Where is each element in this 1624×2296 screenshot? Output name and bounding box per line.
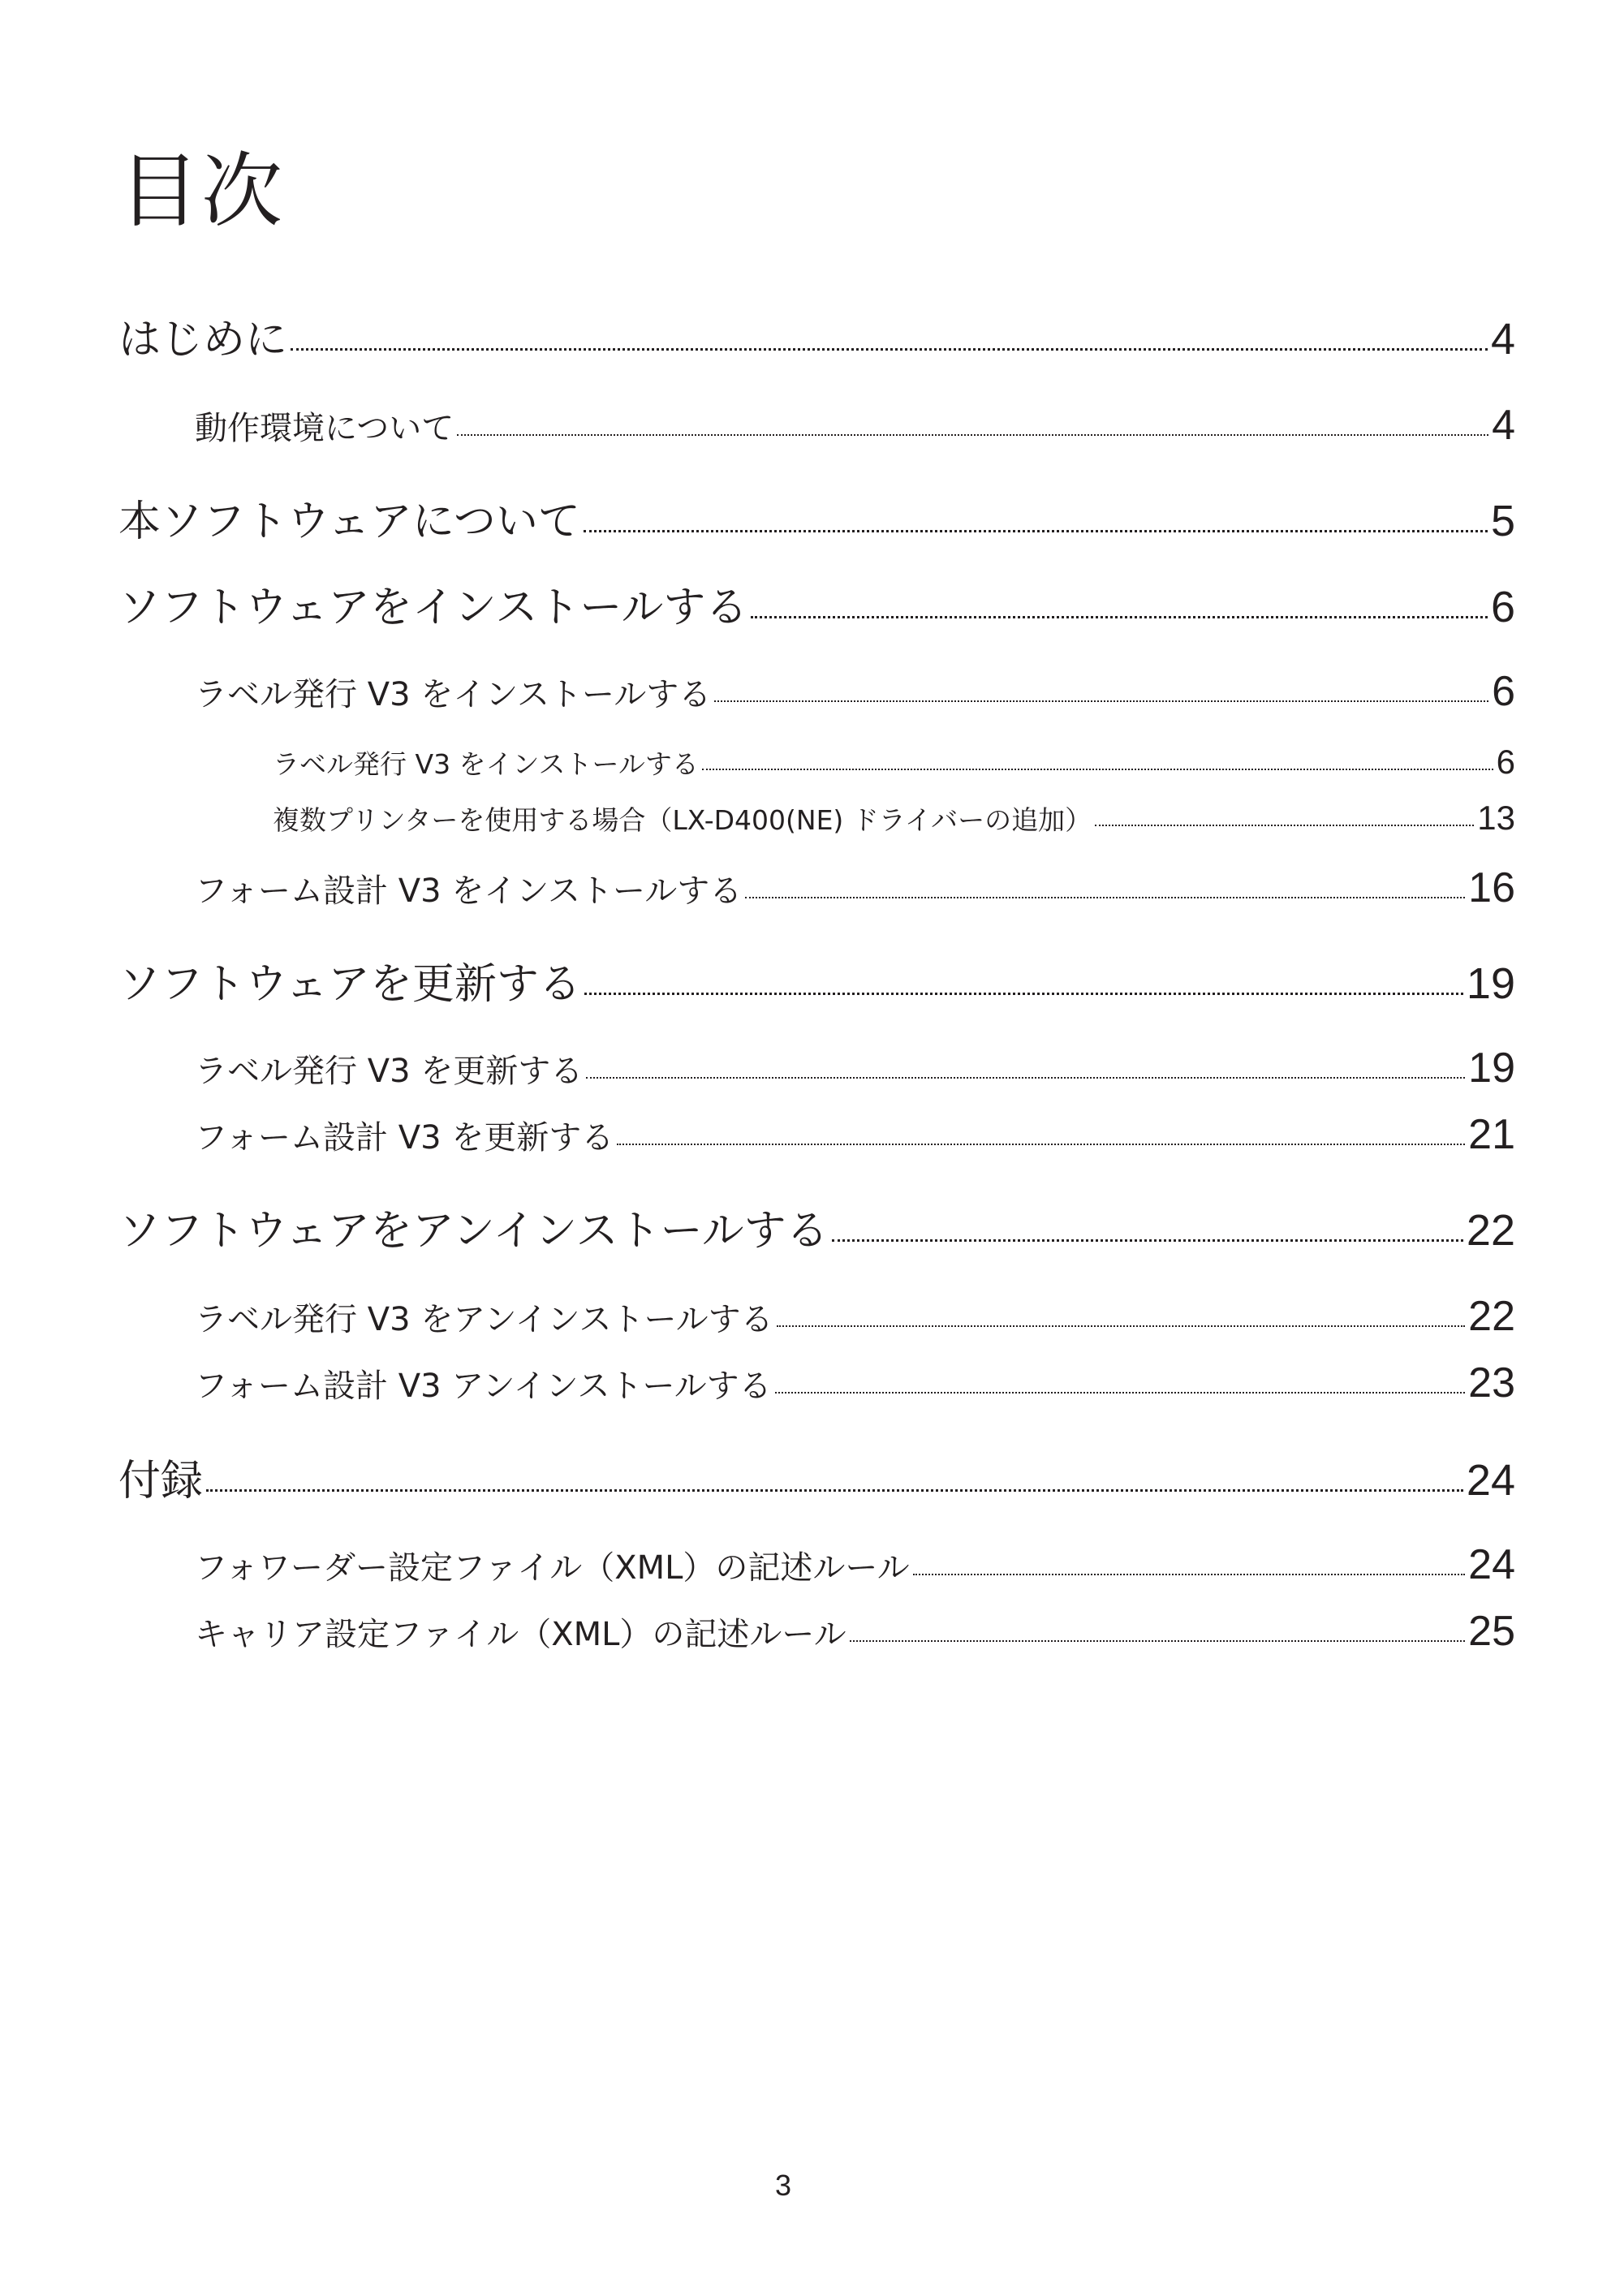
toc-entry-title: 付録 — [118, 1457, 204, 1506]
toc-entry[interactable] — [195, 1044, 1515, 1092]
toc-page-number: 16 — [1468, 864, 1515, 911]
toc-page-number: 23 — [1468, 1359, 1515, 1406]
toc-entry-title: ソフトウェアをアンインストールする — [118, 1207, 829, 1256]
toc-entry-title: フォーム設計 V3 アンインストールする — [195, 1368, 772, 1405]
toc-entry[interactable] — [118, 1446, 1515, 1507]
toc-page-number: 6 — [1496, 743, 1515, 781]
toc-entry[interactable] — [195, 1110, 1515, 1159]
toc-entry-title: ラベル発行 V3 を更新する — [195, 1053, 584, 1090]
dot-leader — [751, 616, 1488, 618]
footer-page-number: 3 — [774, 2169, 792, 2202]
toc-page-number: 22 — [1466, 1206, 1515, 1255]
dot-leader — [913, 1574, 1466, 1575]
toc-entry-title: 本ソフトウェアについて — [118, 498, 580, 546]
toc-page-number: 19 — [1466, 959, 1515, 1008]
toc-page-number: 22 — [1468, 1293, 1515, 1340]
dot-leader — [584, 993, 1463, 995]
dot-leader — [586, 1077, 1465, 1079]
toc-page-number: 5 — [1490, 497, 1515, 545]
toc-entry-title: フォーム設計 V3 を更新する — [195, 1119, 614, 1157]
toc-entry[interactable] — [273, 743, 1515, 782]
toc-entry-title: ラベル発行 V3 をインストールする — [273, 748, 699, 780]
toc-entry[interactable] — [195, 401, 1515, 450]
toc-page-number: 4 — [1492, 402, 1515, 449]
toc-entry-title: ラベル発行 V3 をアンインストールする — [195, 1301, 773, 1338]
toc-page-number: 21 — [1468, 1111, 1515, 1158]
toc-entry-title: キャリア設定ファイル（XML）の記述ルール — [195, 1616, 846, 1653]
toc-page-number: 19 — [1468, 1045, 1515, 1092]
dot-leader — [584, 530, 1488, 532]
page-title: 目次 — [118, 144, 284, 239]
dot-leader — [832, 1239, 1463, 1242]
dot-leader — [775, 1392, 1466, 1394]
toc-entry-title: 複数プリンターを使用する場合（LX-D400(NE) ドライバーの追加） — [273, 804, 1092, 836]
dot-leader — [457, 434, 1488, 436]
dot-leader — [702, 769, 1493, 770]
toc-entry-title: フォワーダー設定ファイル（XML）の記述ルール — [195, 1549, 910, 1587]
toc-entry[interactable] — [195, 1540, 1515, 1589]
toc-entry[interactable] — [195, 1359, 1515, 1407]
toc-page-number: 25 — [1468, 1608, 1515, 1655]
toc-page-number: 6 — [1490, 583, 1515, 631]
toc-entry[interactable] — [118, 1196, 1515, 1257]
toc-entry[interactable] — [195, 667, 1515, 716]
toc-entry[interactable] — [195, 864, 1515, 912]
dot-leader — [1095, 825, 1474, 826]
dot-leader — [714, 700, 1488, 702]
dot-leader — [291, 348, 1488, 351]
toc-entry[interactable] — [118, 950, 1515, 1010]
dot-leader — [617, 1144, 1465, 1145]
toc-entry-title: フォーム設計 V3 をインストールする — [195, 872, 743, 910]
toc-entry[interactable] — [195, 1607, 1515, 1656]
toc-entry[interactable] — [273, 799, 1515, 838]
toc-entry[interactable] — [195, 1292, 1515, 1341]
dot-leader — [206, 1489, 1463, 1492]
toc-page-number: 4 — [1490, 315, 1515, 364]
toc-entry[interactable] — [118, 305, 1515, 366]
toc-entry[interactable] — [118, 573, 1515, 634]
dot-leader — [777, 1325, 1466, 1327]
toc-page-number: 24 — [1466, 1456, 1515, 1505]
toc-entry-title: ソフトウェアをインストールする — [118, 584, 748, 632]
toc-entry-title: はじめに — [118, 316, 288, 364]
toc-page-number: 24 — [1468, 1541, 1515, 1588]
toc-entry-title: ラベル発行 V3 をインストールする — [195, 676, 712, 713]
dot-leader — [745, 897, 1465, 898]
toc-page-number: 13 — [1477, 799, 1515, 837]
toc-entry-title: 動作環境について — [195, 410, 454, 447]
dot-leader — [850, 1640, 1466, 1642]
toc-entry[interactable] — [118, 487, 1515, 548]
toc-entry-title: ソフトウェアを更新する — [118, 960, 581, 1009]
toc-page-number: 6 — [1492, 668, 1515, 715]
